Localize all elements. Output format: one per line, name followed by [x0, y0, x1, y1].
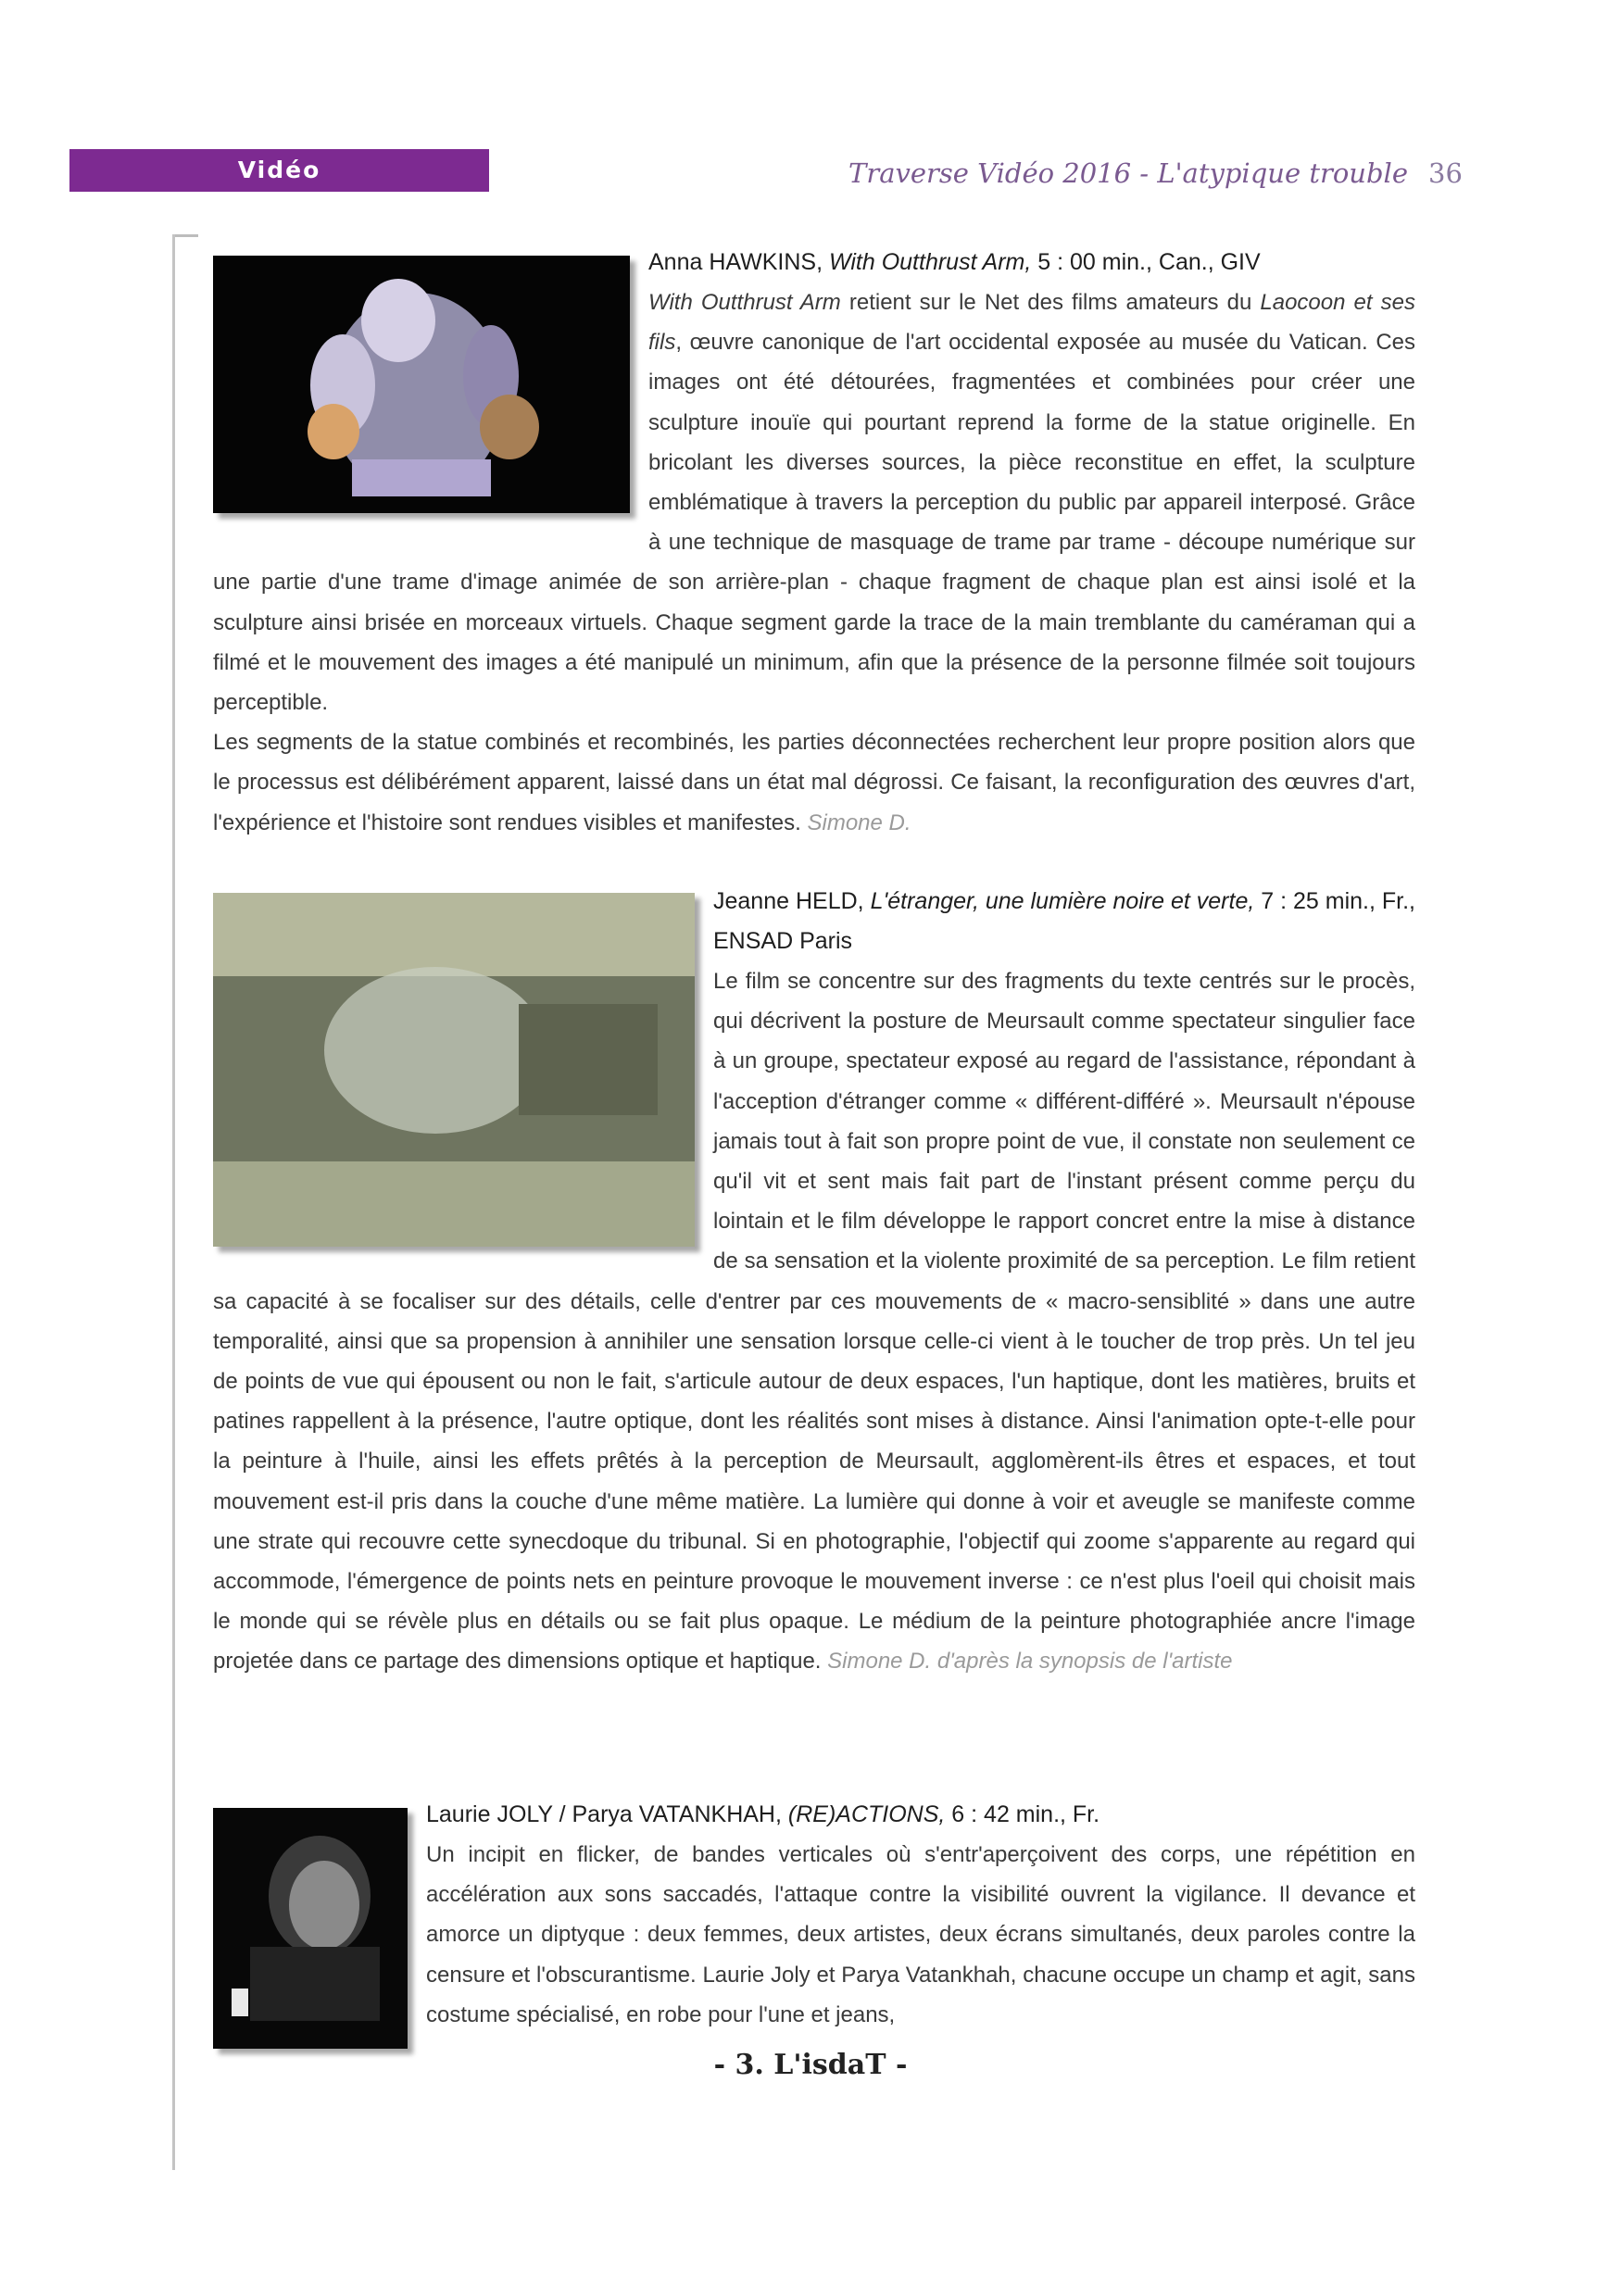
section-tab: Vidéo — [69, 149, 489, 192]
footer: - 3. L'isdaT - — [713, 2049, 908, 2081]
painting-still-image — [213, 893, 695, 1247]
article-hawkins — [213, 243, 1415, 843]
frame-line-left — [172, 234, 175, 2170]
article-body: Le film se concentre sur des fragments du texte centrés sur le procès, qui décrivent la posture de Meursault comme spectateur singulier face à un groupe, spectateur exposé au regard de l'assistance, répondant à l'acception d'étranger comme « différent-différé ». Meursault n'épouse jamais tout à fait son propre point de vue, il constate non seulement ce qu'il vit et sent mais fait part de l'instant présent comme perçu du lointain et le film développe le rapport concret entre la mise à distance de sa sensation et la violente proximité de sa perception. Le film retient sa capacité à se focaliser sur des détails, celle d'entrer par ces mouvements de « macro-sensiblité » dans une autre temporalité, ainsi que sa propension à annihiler une sensation lorsque celle-ci vient à le toucher de trop près. Un tel jeu de points de vue qui épousent ou non le fait, s'articule autour de deux espaces, l'un haptique, dont les matières, bruits et patines rappellent à la présence, l'autre optique, dont les réalités sont mises à distance. Ainsi l'animation opte-t-elle pour la peinture à l'huile, ainsi les effets prêtés à la perception de Meursault, agglomèrent-ils êtres et espaces, et tout mouvement est-il pris dans la couche d'une même matière. La lumière qui donne à voir et aveugle se manifeste comme une strate qui recouvre cette synecdoque du tribunal. Si en photographie, l'objectif qui zoome s'apparente au regard qui accommode, l'émergence de points nets en peinture provoque le mouvement inverse : ce n'est plus l'oeil qui choisit mais le monde qui se révèle plus en détails ou se fait plus opaque. Le médium de la peinture photographiée ancre l'image projetée dans ce partage des dimensions optique et haptique. Simone D. d'après la synopsis de l'artiste — [213, 969, 1415, 1675]
article-joly-vatankhah — [213, 1795, 1415, 2062]
article-held — [213, 882, 1415, 1682]
article-body: Un incipit en flicker, de bandes verticales où s'entr'aperçoivent des corps, une répétition en accélération aux sons saccadés, l'attaque contre la visibilité ouvrent la vigilance. Il devance et amorce un diptyque : deux femmes, deux artistes, deux écrans simultanés, deux paroles contre la censure et l'obscurantisme. Laurie Joly et Parya Vatankhah, chacune occupe un champ et agit, sans costume spécialisé, en robe pour l'une et jeans, — [426, 1842, 1415, 2027]
article-heading: Laurie JOLY / Parya VATANKHAH, (RE)ACTIONS, 6 : 42 min., Fr. — [426, 1801, 1100, 1827]
laocoon-still-image — [213, 256, 630, 513]
frame-line-top — [172, 234, 198, 237]
credit: Simone D. — [807, 809, 911, 835]
article-heading: Anna HAWKINS, With Outthrust Arm, 5 : 00 min., Can., GIV — [648, 249, 1261, 275]
portrait-still-image — [213, 1808, 408, 2049]
article-heading: Jeanne HELD, L'étranger, une lumière noire et verte, 7 : 25 min., Fr., ENSAD Paris — [713, 888, 1415, 954]
running-title: Traverse Vidéo 2016 - L'atypique trouble — [848, 157, 1408, 189]
article-body: With Outthrust Arm retient sur le Net des films amateurs du Laocoon et ses fils, œuvre canonique de l'art occidental exposée au musée du Vatican. Ces images ont été détourées, fragmentées et combinées pour créer une sculpture inouïe qui pourtant reprend la forme de la statue originelle. En bricolant les diverses sources, la pièce reconstitue en effet, la sculpture emblématique à travers la perception du public par appareil interposé. Grâce à une technique de masquage de trame par trame - découpe numérique sur une partie d'une trame d'image animée de son arrière-plan - chaque fragment de chaque plan est ainsi isolé et la sculpture ainsi brisée en morceaux virtuels. Chaque segment garde la trace de la main tremblante du caméraman qui a filmé et le mouvement des images a été manipulé un minimum, afin que la présence de la personne filmée soit toujours perceptible. Les segments de la statue combinés et recombinés, les parties déconnectées recherchent leur propre position alors que le processus est délibérément apparent, laissé dans un état mal dégrossi. Ce faisant, la reconfiguration des œuvres d'art, l'expérience et l'histoire sont rendues visibles et manifestes. Simone D. — [213, 290, 1415, 835]
page-number: 36 — [1428, 157, 1463, 189]
credit: Simone D. d'après la synopsis de l'artiste — [827, 1649, 1233, 1675]
